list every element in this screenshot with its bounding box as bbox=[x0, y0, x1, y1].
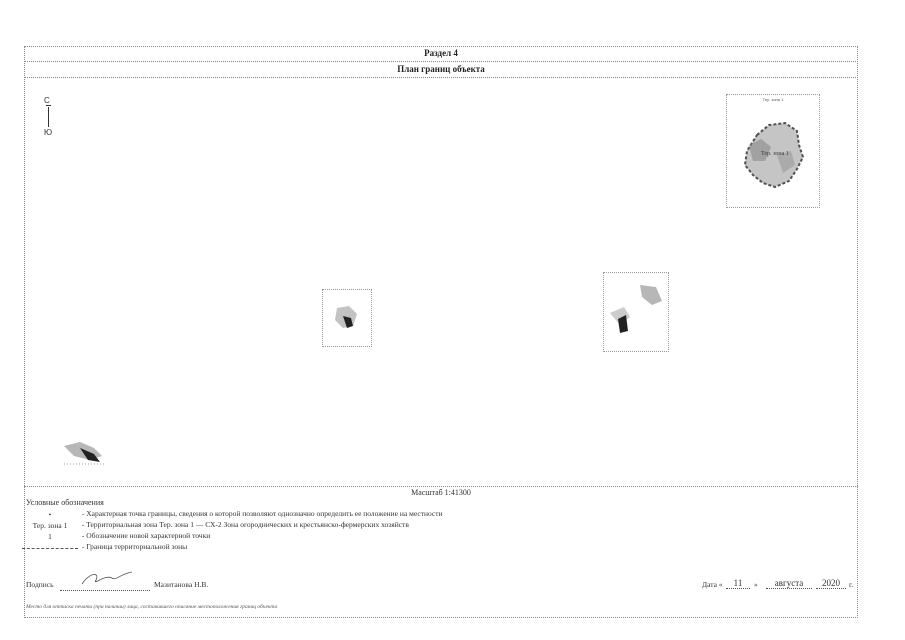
parcel-shape-main bbox=[727, 95, 819, 207]
parcel-shape-bottom-left bbox=[60, 438, 116, 468]
stamp-place-note: Место для оттиска печати (при наличии) лица, составившего описание местоположения границ объекта bbox=[26, 604, 278, 610]
boundary-line-icon bbox=[20, 543, 80, 552]
legend-text: - Обозначение новой характерной точки bbox=[81, 531, 211, 540]
legend-title: Условные обозначения bbox=[26, 498, 104, 507]
legend-text: - Территориальная зона Тер. зона 1 — СХ-2 Зона огороднических и крестьянско-фермерских хозяйств bbox=[81, 520, 409, 529]
date-label: Дата « bbox=[702, 580, 723, 589]
date-year: 2020 bbox=[816, 578, 846, 589]
inset-zone-label: Тер. зона 1 bbox=[761, 151, 789, 157]
inset-map-main bbox=[726, 94, 820, 208]
legend-item-boundary bbox=[20, 542, 187, 552]
zone-symbol: Тер. зона 1 bbox=[32, 520, 68, 530]
scale-label: Масштаб 1:41300 bbox=[24, 486, 858, 499]
legend-item-new-point bbox=[20, 531, 210, 541]
inset-map-middle bbox=[322, 289, 372, 347]
point-symbol-icon: • bbox=[48, 509, 52, 519]
signature-mark bbox=[80, 570, 140, 588]
date-mid: » bbox=[754, 580, 758, 589]
date-day: 11 bbox=[726, 578, 750, 589]
date-end: г. bbox=[849, 580, 854, 589]
signature-label: Подпись bbox=[26, 580, 54, 589]
date-month: августа bbox=[766, 578, 812, 589]
south-label: Ю bbox=[44, 128, 53, 137]
north-label: С bbox=[44, 96, 50, 105]
section-heading: Раздел 4 bbox=[24, 46, 858, 62]
inset-map-right bbox=[603, 272, 669, 352]
parcel-shape-right bbox=[604, 273, 668, 351]
legend-text: - Граница территориальной зоны bbox=[81, 542, 188, 551]
signer-name: Мазитанова Н.В. bbox=[154, 580, 209, 589]
plan-title: План границ объекта bbox=[24, 62, 858, 78]
inset-title: Тер. зона 1 bbox=[762, 97, 784, 102]
legend-item-point bbox=[20, 509, 443, 519]
legend-text: - Характерная точка границы, сведения о которой позволяют однозначно определить ее положение на местности bbox=[81, 509, 443, 518]
legend-item-zone bbox=[20, 520, 409, 530]
signature-row bbox=[26, 578, 856, 592]
parcel-shape-middle bbox=[323, 290, 371, 346]
new-point-symbol: 1 bbox=[48, 531, 52, 541]
arrow-line bbox=[48, 107, 49, 127]
signature-line bbox=[60, 578, 150, 591]
